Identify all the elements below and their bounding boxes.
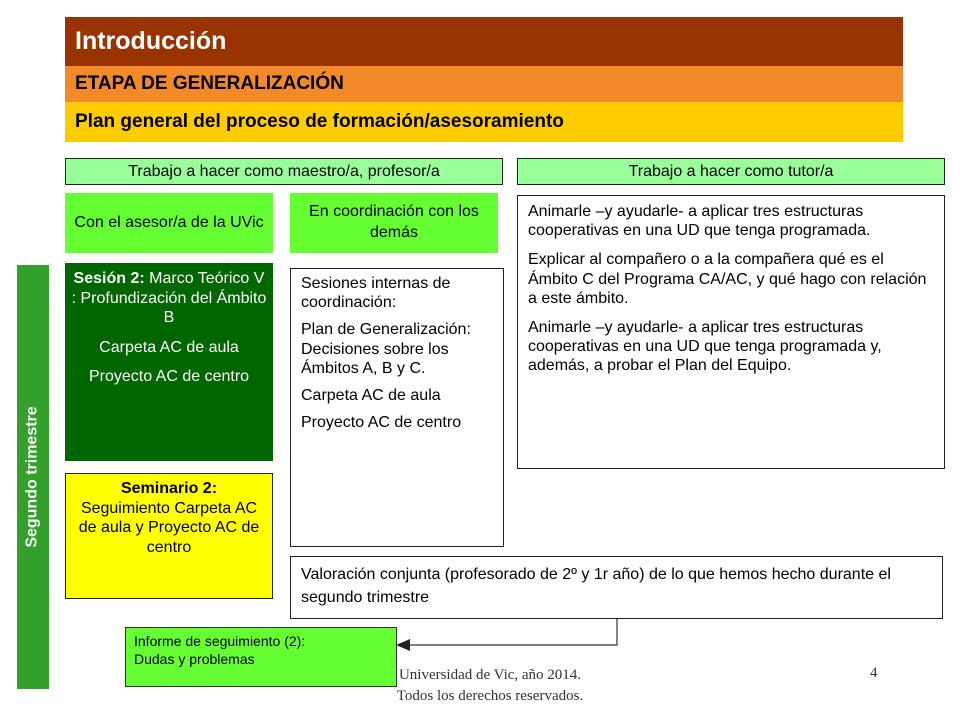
informe-line-2: Dudas y problemas <box>134 650 255 667</box>
teacher-column-label: Trabajo a hacer como maestro/a, profesor/a <box>128 162 440 180</box>
teacher-column-header <box>65 158 503 185</box>
slide-title: Introducción <box>75 27 227 55</box>
trimester-side-label <box>17 265 49 689</box>
seminar-text: Seguimiento Carpeta AC de aula y Proyecto AC de centro <box>78 499 260 556</box>
plan-title: Plan general del proceso de formación/asesoramiento <box>75 111 564 132</box>
tutor-task-3: Animarle –y ayudarle- a aplicar tres estructuras cooperativas en una UD que tenga programada y, además, a probar el Plan del Equipo. <box>528 318 882 375</box>
advisor-label: Con el asesor/a de la UVic <box>74 213 264 231</box>
internal-p3: Carpeta AC de aula <box>301 386 441 404</box>
coordination-label: En coordinación con los demás <box>309 203 479 241</box>
connector-arrow <box>380 619 625 659</box>
informe-line-1: Informe de seguimiento (2): <box>134 633 306 649</box>
session-box <box>65 263 273 461</box>
session-item-2: Proyecto AC de centro <box>88 368 250 386</box>
valoracion-text: Valoración conjunta (profesorado de 2º y 1r año) de lo que hemos hecho durante el segundo trimestre <box>301 566 891 607</box>
internal-coordination-box <box>290 268 504 547</box>
footer-line-2: Todos los derechos reservados. <box>396 688 584 704</box>
session-item-1: Carpeta AC de aula <box>99 338 239 356</box>
informe-box <box>125 627 397 687</box>
page-number: 4 <box>870 665 878 681</box>
advisor-subheader <box>65 193 273 253</box>
seminar-box <box>65 473 273 599</box>
valoracion-box <box>290 556 943 619</box>
tutor-column-header <box>517 158 945 185</box>
coordination-subheader <box>290 193 498 253</box>
trimester-label: Segundo trimestre <box>24 406 42 548</box>
internal-p2: Plan de Generalización: Decisiones sobre los Ámbitos A, B y C. <box>301 321 471 377</box>
slide-title-bar <box>65 17 903 66</box>
internal-p4: Proyecto AC de centro <box>301 414 462 432</box>
tutor-column-label: Trabajo a hacer como tutor/a <box>628 162 834 180</box>
tutor-task-2: Explicar al compañero o a la compañera qué es el Ámbito C del Programa CA/AC, y qué hago con relación a este ámbito. <box>528 251 927 307</box>
stage-bar <box>65 66 903 102</box>
tutor-task-1: Animarle –y ayudarle- a aplicar tres estructuras cooperativas en una UD que tenga programada. <box>528 203 871 240</box>
stage-title: ETAPA DE GENERALIZACIÓN <box>75 73 344 94</box>
internal-p1: Sesiones internas de coordinación: <box>301 275 451 312</box>
session-title: Sesión 2: Marco Teórico V : Profundización del Ámbito B <box>71 270 267 327</box>
footer-line-1: Universidad de Vic, año 2014. <box>398 667 582 683</box>
tutor-tasks-box <box>517 195 945 469</box>
plan-bar <box>65 102 903 142</box>
seminar-title: Seminario 2: <box>120 480 218 497</box>
